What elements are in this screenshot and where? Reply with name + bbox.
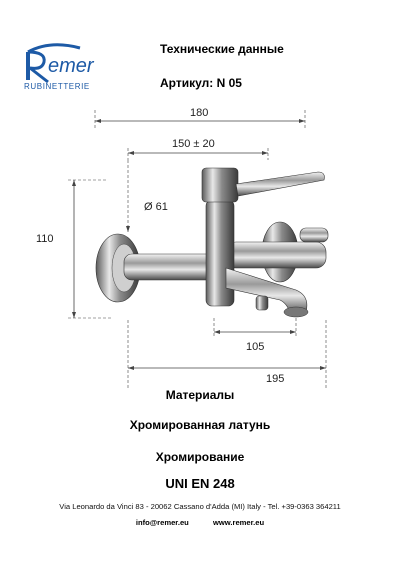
- website-link[interactable]: www.remer.eu: [212, 518, 265, 527]
- email-link[interactable]: info@remer.eu: [135, 518, 189, 527]
- brand-subtitle: RUBINETTERIE: [24, 82, 90, 91]
- faucet-illustration: [96, 168, 328, 317]
- svg-text:emer: emer: [48, 55, 94, 77]
- dim-label-diameter: Ø 61: [144, 201, 168, 213]
- dimension-overall-width: [95, 107, 305, 128]
- dim-label-150: 150 ± 20: [172, 138, 215, 150]
- finish-value: Хромирование: [155, 450, 245, 464]
- materials-heading: Материалы: [165, 388, 235, 402]
- dim-label-180: 180: [190, 107, 209, 119]
- dim-label-195: 195: [266, 373, 285, 385]
- article-number: Артикул: N 05: [160, 76, 242, 90]
- dimension-spout: [214, 318, 296, 353]
- faucet-technical-drawing: [0, 88, 400, 388]
- company-address: Via Leonardo da Vinci 83 - 20062 Cassano d'Adda (MI) Italy - Tel. +39-0363 364211: [59, 502, 341, 511]
- standard-value: UNI EN 248: [165, 476, 235, 491]
- dim-label-105: 105: [246, 341, 265, 353]
- page-title: Технические данные: [160, 42, 284, 56]
- dimension-handle-spacing: [128, 138, 268, 160]
- dim-label-110: 110: [36, 233, 54, 245]
- material-value: Хромированная латунь: [129, 418, 271, 432]
- dimension-diameter: [126, 160, 168, 232]
- contacts-row: [0, 518, 400, 527]
